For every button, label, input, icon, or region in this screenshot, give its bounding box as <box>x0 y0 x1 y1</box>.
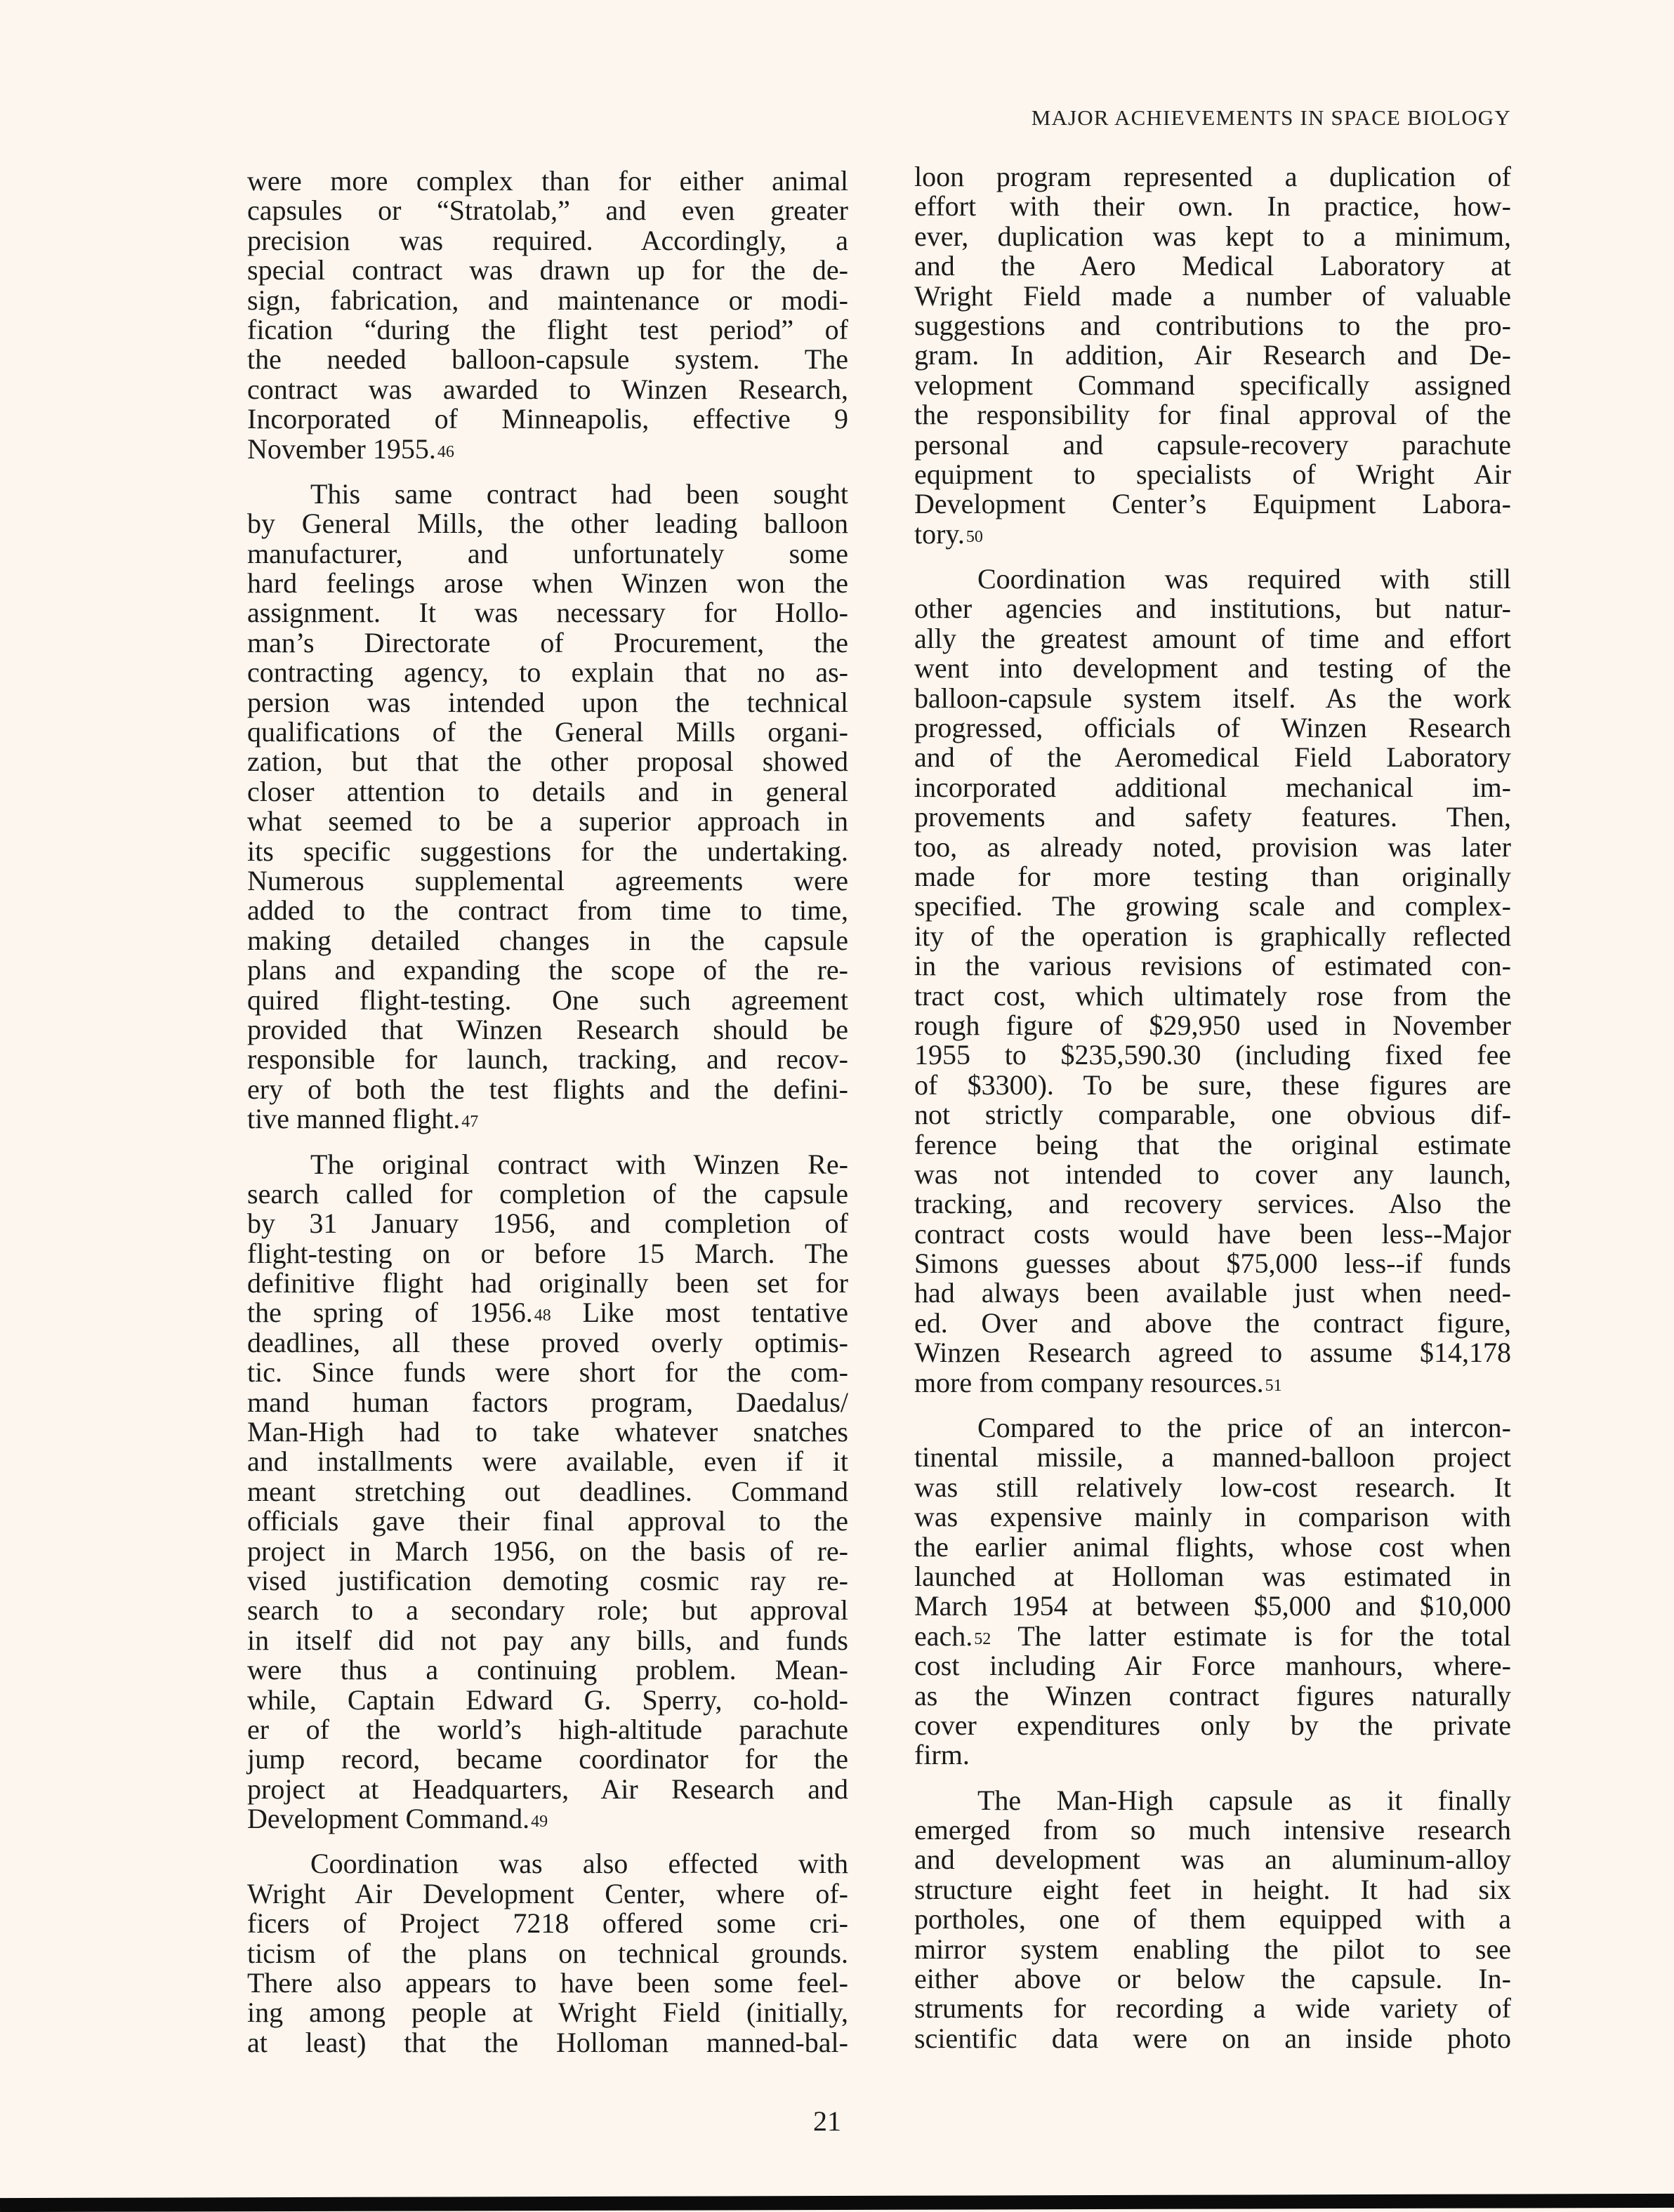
text-line: and of the Aeromedical Field Laboratory <box>914 741 1511 774</box>
text-line: provided that Winzen Research should be <box>247 1013 848 1045</box>
text-line: er of the world’s high-altitude parachute <box>247 1713 848 1745</box>
text-line: The Man-High capsule as it finally <box>977 1784 1511 1816</box>
footnote-marker: 48 <box>534 1306 551 1325</box>
text-line <box>247 1804 848 1834</box>
text-line: Winzen Research agreed to assume $14,178 <box>914 1337 1511 1369</box>
line-text: Development Command. <box>247 1803 530 1835</box>
text-line: effort with their own. In practice, how- <box>914 190 1511 223</box>
text-line: progressed, officials of Winzen Research <box>914 712 1511 744</box>
text-line: ever, duplication was kept to a minimum, <box>914 220 1511 252</box>
line-text: November 1955. <box>247 432 436 465</box>
text-line: went into development and testing of the <box>914 652 1511 684</box>
paragraph <box>247 1150 848 1834</box>
text-line: capsules or “Stratolab,” and even greater <box>247 194 848 227</box>
text-line: the earlier animal flights, whose cost when <box>914 1530 1511 1563</box>
footnote-marker: 50 <box>965 527 983 546</box>
text-line: and development was an aluminum-alloy <box>914 1843 1511 1876</box>
text-line: by 31 January 1956, and completion of <box>247 1207 848 1240</box>
text-line: ference being that the original estimate <box>914 1128 1511 1160</box>
text-line: making detailed changes in the capsule <box>247 924 848 956</box>
text-line: project in March 1956, on the basis of re- <box>247 1535 848 1567</box>
text-line: at least) that the Holloman manned-bal- <box>247 2026 848 2058</box>
text-line: was still relatively low-cost research. It <box>914 1471 1511 1503</box>
right-column <box>914 162 1511 2053</box>
text-line: ally the greatest amount of time and effort <box>914 622 1511 654</box>
text-line: as the Winzen contract figures naturally <box>914 1679 1511 1711</box>
text-line: firm. <box>914 1739 970 1771</box>
scan-bottom-edge <box>0 2194 1674 2212</box>
text-line: flight-testing on or before 15 March. The <box>247 1237 848 1269</box>
text-line: deadlines, all these proved overly optimis- <box>247 1326 848 1358</box>
footnote-marker: 46 <box>437 442 454 461</box>
text-line: ed. Over and above the contract figure, <box>914 1306 1511 1339</box>
text-line: search to a secondary role; but approval <box>247 1594 848 1627</box>
text-line: other agencies and institutions, but natur- <box>914 592 1511 625</box>
text-line: of $3300). To be sure, these figures are <box>914 1068 1511 1101</box>
text-line: had always been available just when need- <box>914 1277 1511 1309</box>
text-line: and the Aero Medical Laboratory at <box>914 250 1511 282</box>
text-line: Coordination was also effected with <box>310 1848 848 1880</box>
text-line: incorporated additional mechanical im- <box>914 771 1511 803</box>
text-line: tracking, and recovery services. Also the <box>914 1188 1511 1220</box>
text-line: Wright Air Development Center, where of- <box>247 1877 848 1909</box>
text-line: project at Headquarters, Air Research and <box>247 1773 848 1805</box>
text-line <box>247 1104 848 1134</box>
text-line: cover expenditures only by the private <box>914 1709 1511 1741</box>
text-line: were thus a continuing problem. Mean- <box>247 1654 848 1686</box>
text-line <box>914 519 1511 549</box>
text-line: jump record, became coordinator for the <box>247 1743 848 1775</box>
text-line: Compared to the price of an intercon- <box>977 1412 1511 1444</box>
text-line: suggestions and contributions to the pro- <box>914 309 1511 341</box>
text-line: sign, fabrication, and maintenance or modi- <box>247 284 848 316</box>
text-line: hard feelings arose when Winzen won the <box>247 567 848 600</box>
text-line: search called for completion of the capsule <box>247 1177 848 1210</box>
text-line: mand human factors program, Daedalus/ <box>247 1386 848 1418</box>
footnote-marker: 49 <box>531 1813 548 1832</box>
text-line: either above or below the capsule. In- <box>914 1963 1511 1995</box>
text-line: Development Center’s Equipment Labora- <box>914 488 1511 520</box>
line-text: each. <box>914 1620 973 1652</box>
text-line: what seemed to be a superior approach in <box>247 805 848 837</box>
text-line: ery of both the test flights and the defini- <box>247 1073 848 1105</box>
text-line: ity of the operation is graphically reflected <box>914 920 1511 952</box>
text-line: contract was awarded to Winzen Research, <box>247 373 848 405</box>
text-line: velopment Command specifically assigned <box>914 369 1511 401</box>
text-line: and installments were available, even if it <box>247 1445 848 1478</box>
text-line: persion was intended upon the technical <box>247 686 848 718</box>
text-line: too, as already noted, provision was later <box>914 830 1511 863</box>
text-line: vised justification demoting cosmic ray re- <box>247 1564 848 1596</box>
text-line: emerged from so much intensive research <box>914 1814 1511 1846</box>
text-line: tic. Since funds were short for the com- <box>247 1356 848 1389</box>
paragraph <box>247 166 848 464</box>
text-line: struments for recording a wide variety of <box>914 1992 1511 2025</box>
text-line: responsible for launch, tracking, and recov- <box>247 1043 848 1075</box>
text-line: Coordination was required with still <box>977 563 1511 595</box>
line-text: Like most tentative <box>551 1297 848 1329</box>
text-line: personal and capsule-recovery parachute <box>914 428 1511 461</box>
text-line: provements and safety features. Then, <box>914 801 1511 833</box>
text-line: its specific suggestions for the undertaking. <box>247 835 848 867</box>
text-line: precision was required. Accordingly, a <box>247 224 848 256</box>
text-line: The original contract with Winzen Re- <box>310 1148 848 1180</box>
text-line: contract costs would have been less--Major <box>914 1217 1511 1250</box>
text-line: the needed balloon-capsule system. The <box>247 343 848 376</box>
text-line <box>247 432 848 465</box>
text-line: Wright Field made a number of valuable <box>914 279 1511 312</box>
line-text: the spring of 1956. <box>247 1297 533 1329</box>
text-line <box>914 1368 1511 1398</box>
paragraph <box>247 479 848 1134</box>
footnote-marker: 52 <box>974 1629 991 1648</box>
line-text: tory. <box>914 517 965 550</box>
text-line: definitive flight had originally been set for <box>247 1267 848 1299</box>
text-line: 1955 to $235,590.30 (including fixed fee <box>914 1039 1511 1071</box>
text-line: the responsibility for final approval of the <box>914 399 1511 431</box>
text-line: Man-High had to take whatever snatches <box>247 1416 848 1448</box>
text-line: meant stretching out deadlines. Command <box>247 1475 848 1507</box>
text-line <box>914 1622 1511 1651</box>
paragraph <box>914 564 1511 1398</box>
text-line: fication “during the flight test period” of <box>247 313 848 345</box>
text-line: not strictly comparable, one obvious dif- <box>914 1099 1511 1131</box>
text-line: by General Mills, the other leading balloon <box>247 508 848 540</box>
text-line: cost including Air Force manhours, where- <box>914 1650 1511 1682</box>
left-column <box>247 166 848 2058</box>
text-line: ficers of Project 7218 offered some cri- <box>247 1907 848 1940</box>
text-line: ing among people at Wright Field (initially, <box>247 1996 848 2029</box>
text-line: tract cost, which ultimately rose from the <box>914 979 1511 1012</box>
text-line: added to the contract from time to time, <box>247 894 848 927</box>
text-line: Simons guesses about $75,000 less--if funds <box>914 1247 1511 1280</box>
text-line: loon program represented a duplication of <box>914 161 1511 192</box>
running-head: MAJOR ACHIEVEMENTS IN SPACE BIOLOGY <box>1031 105 1511 130</box>
text-line: mirror system enabling the pilot to see <box>914 1933 1511 1965</box>
text-line: assignment. It was necessary for Hollo- <box>247 597 848 629</box>
text-line: structure eight feet in height. It had six <box>914 1873 1511 1905</box>
text-line: ticism of the plans on technical grounds. <box>247 1937 848 1969</box>
line-text: The latter estimate is for the total <box>991 1620 1511 1652</box>
line-text: more from company resources. <box>914 1366 1264 1398</box>
footnote-marker: 51 <box>1265 1376 1282 1395</box>
text-line: tinental missile, a manned-balloon project <box>914 1441 1511 1473</box>
text-line: were more complex than for either animal <box>247 165 848 197</box>
text-line: quired flight-testing. One such agreement <box>247 984 848 1016</box>
text-line: qualifications of the General Mills organi- <box>247 716 848 748</box>
paragraph <box>914 1413 1511 1770</box>
text-line: March 1954 at between $5,000 and $10,000 <box>914 1590 1511 1622</box>
text-line: contracting agency, to explain that no as- <box>247 656 848 689</box>
text-line: scientific data were on an inside photo <box>914 2022 1511 2054</box>
text-line: made for more testing than originally <box>914 860 1511 892</box>
text-line: gram. In addition, Air Research and De- <box>914 339 1511 371</box>
text-line: rough figure of $29,950 used in November <box>914 1009 1511 1041</box>
text-line: manufacturer, and unfortunately some <box>247 537 848 569</box>
text-line: Incorporated of Minneapolis, effective 9 <box>247 403 848 435</box>
text-line: closer attention to details and in general <box>247 775 848 807</box>
text-line: plans and expanding the scope of the re- <box>247 954 848 986</box>
line-text: tive manned flight. <box>247 1103 461 1135</box>
text-line: launched at Holloman was estimated in <box>914 1560 1511 1592</box>
text-line: in the various revisions of estimated con- <box>914 950 1511 982</box>
text-line: Numerous supplemental agreements were <box>247 864 848 896</box>
text-line: specified. The growing scale and complex- <box>914 890 1511 922</box>
paragraph <box>914 1786 1511 2054</box>
text-line: equipment to specialists of Wright Air <box>914 458 1511 490</box>
text-line: man’s Directorate of Procurement, the <box>247 626 848 658</box>
text-line: while, Captain Edward G. Sperry, co-hold- <box>247 1683 848 1716</box>
paragraph <box>914 162 1511 549</box>
paragraph <box>247 1849 848 2058</box>
text-line <box>247 1298 848 1327</box>
text-line: portholes, one of them equipped with a <box>914 1903 1511 1935</box>
text-line: officials gave their final approval to the <box>247 1505 848 1537</box>
text-line: special contract was drawn up for the de- <box>247 254 848 286</box>
page-number: 21 <box>813 2105 841 2137</box>
text-line: There also appears to have been some feel- <box>247 1967 848 1999</box>
text-line: zation, but that the other proposal showed <box>247 746 848 778</box>
text-line: was not intended to cover any launch, <box>914 1158 1511 1190</box>
text-line: This same contract had been sought <box>310 477 848 510</box>
text-line: balloon-capsule system itself. As the work <box>914 682 1511 714</box>
footnote-marker: 47 <box>461 1113 479 1132</box>
text-line: in itself did not pay any bills, and funds <box>247 1624 848 1656</box>
text-line: was expensive mainly in comparison with <box>914 1501 1511 1533</box>
